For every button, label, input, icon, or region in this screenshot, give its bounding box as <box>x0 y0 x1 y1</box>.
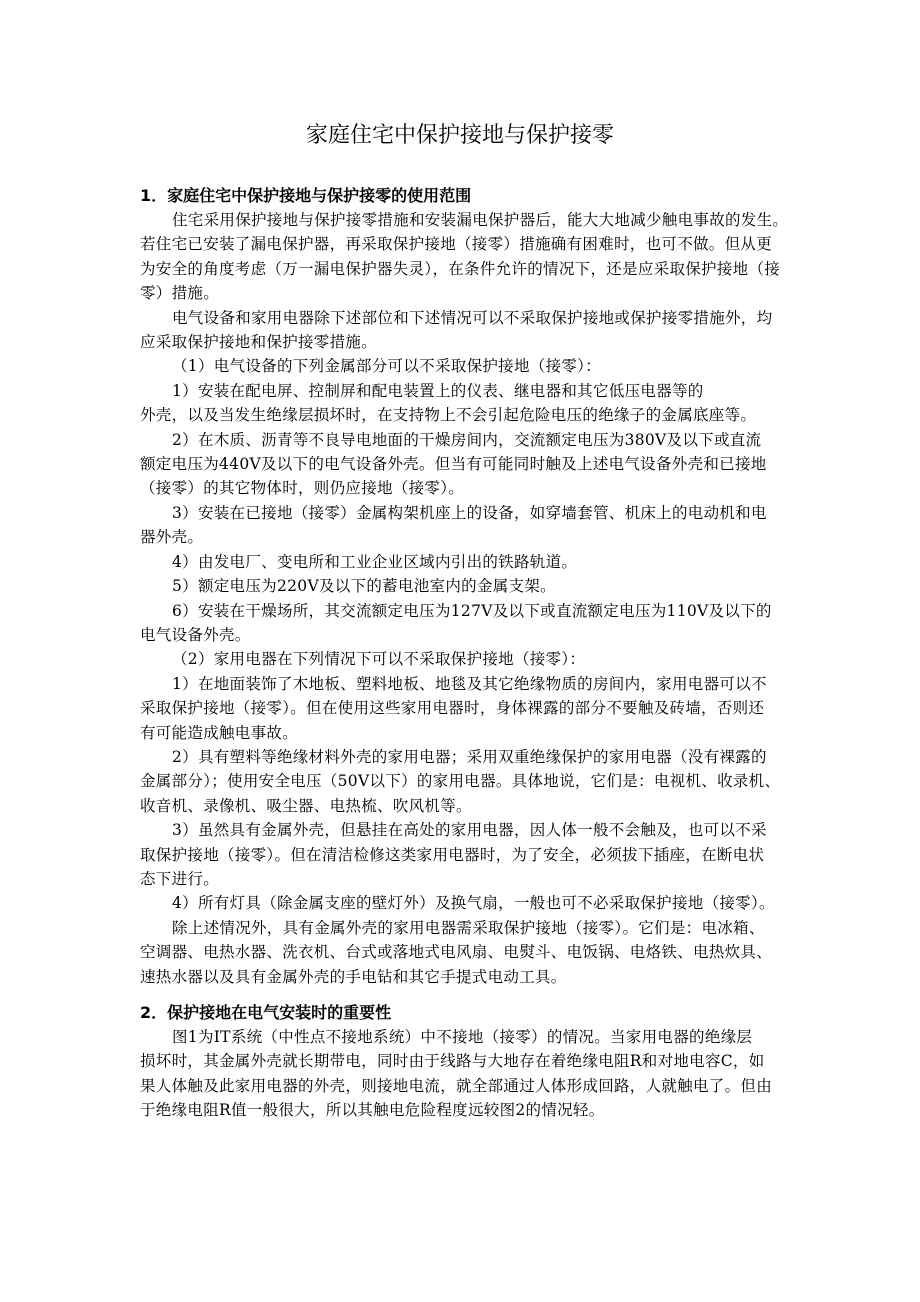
text-line: 果人体触及此家用电器的外壳，则接地电流，就全部通过人体形成回路，人就触电了。但由 <box>140 1076 773 1095</box>
document-title: 家庭住宅中保护接地与保护接零 <box>305 123 614 148</box>
text-line: 外壳，以及当发生绝缘层损坏时，在支持物上不会引起危险电压的绝缘子的金属底座等。 <box>140 406 757 425</box>
text-line: 收音机、录像机、吸尘器、电热梳、吹风机等。 <box>140 796 472 815</box>
text-line: 态下进行。 <box>140 869 220 888</box>
text-line: 于绝缘电阻R值一般很大，所以其触电危险程度远较图2的情况轻。 <box>140 1101 605 1120</box>
text-line: 6）安装在干燥场所，其交流额定电压为127V及以下或直流额定电压为110V及以下的 <box>172 601 772 620</box>
text-line: 零）措施。 <box>140 284 220 303</box>
section-heading: 1．家庭住宅中保护接地与保护接零的使用范围 <box>140 186 472 205</box>
text-line: 电气设备和家用电器除下述部位和下述情况可以不采取保护接地或保护接零措施外，均 <box>172 308 773 327</box>
text-line: 若住宅已安装了漏电保护器，再采取保护接地（接零）措施确有困难时，也可不做。但从更 <box>140 235 773 254</box>
text-line: 电气设备外壳。 <box>140 625 251 644</box>
section-usage-scope <box>140 183 820 989</box>
text-line: 采取保护接地（接零）。但在使用这些家用电器时，身体裸露的部分不要触及砖墙，否则还 <box>140 699 765 718</box>
text-line: （接零）的其它物体时，则仍应接地（接零）。 <box>140 479 465 498</box>
text-line: 1）在地面装饰了木地板、塑料地板、地毯及其它绝缘物质的房间内，家用电器可以不 <box>172 674 767 693</box>
section-heading: 2．保护接地在电气安装时的重要性 <box>140 1003 392 1022</box>
text-line: 1）安装在配电屏、控制屏和配电装置上的仪表、继电器和其它低压电器等的 <box>172 381 704 400</box>
text-line: 2）具有塑料等绝缘材料外壳的家用电器；采用双重绝缘保护的家用电器（没有裸露的 <box>172 747 767 766</box>
text-line: 3）虽然具有金属外壳，但悬挂在高处的家用电器，因人体一般不会触及，也可以不采 <box>172 821 767 840</box>
text-line: 除上述情况外，具有金属外壳的家用电器需采取保护接地（接零）。它们是：电冰箱、 <box>172 918 765 937</box>
text-line: 图1为IT系统（中性点不接地系统）中不接地（接零）的情况。当家用电器的绝缘层 <box>172 1028 753 1046</box>
text-line: 4）由发电厂、变电所和工业企业区域内引出的铁路轨道。 <box>172 552 578 571</box>
text-line: 取保护接地（接零）。但在清洁检修这类家用电器时，为了安全，必须拔下插座，在断电状 <box>140 845 765 864</box>
text-line: 速热水器以及具有金属外壳的手电钻和其它手提式电动工具。 <box>140 967 567 986</box>
text-line: （2）家用电器在下列情况下可以不采取保护接地（接零）： <box>172 650 586 669</box>
text-line: 额定电压为440V及以下的电气设备外壳。但当有可能同时触及上述电气设备外壳和已接地 <box>140 455 767 474</box>
text-line: 住宅采用保护接地与保护接零措施和安装漏电保护器后，能大大地减少触电事故的发生。 <box>172 211 789 229</box>
text-line: 为安全的角度考虑（万一漏电保护器失灵），在条件允许的情况下，还是应采取保护接地（接 <box>140 259 781 278</box>
text-line: 5）额定电压为220V及以下的蓄电池室内的金属支架。 <box>172 577 556 596</box>
text-line: 2）在木质、沥青等不良导电地面的干燥房间内，交流额定电压为380V及以下或直流 <box>172 430 762 449</box>
text-line: 器外壳。 <box>140 528 204 547</box>
text-line: （1）电气设备的下列金属部分可以不采取保护接地（接零）： <box>172 357 602 376</box>
text-line: 应采取保护接地和保护接零措施。 <box>140 333 378 352</box>
text-line: 空调器、电热水器、洗衣机、台式或落地式电风扇、电熨斗、电饭锅、电烙铁、电热炊具、 <box>140 943 773 962</box>
text-line: 损坏时，其金属外壳就长期带电，同时由于线路与大地存在着绝缘电阻R和对地电容C，如 <box>140 1052 765 1071</box>
text-line: 有可能造成触电事故。 <box>140 723 299 742</box>
text-line: 4）所有灯具（除金属支座的壁灯外）及换气扇，一般也可不必采取保护接地（接零）。 <box>172 894 775 913</box>
text-line: 3）安装在已接地（接零）金属构架机座上的设备，如穿墙套管、机床上的电动机和电 <box>172 503 767 522</box>
section-importance <box>140 1000 820 1123</box>
text-line: 金属部分）；使用安全电压（50V以下）的家用电器。具体地说，它们是：电视机、收录机、 <box>140 772 781 791</box>
